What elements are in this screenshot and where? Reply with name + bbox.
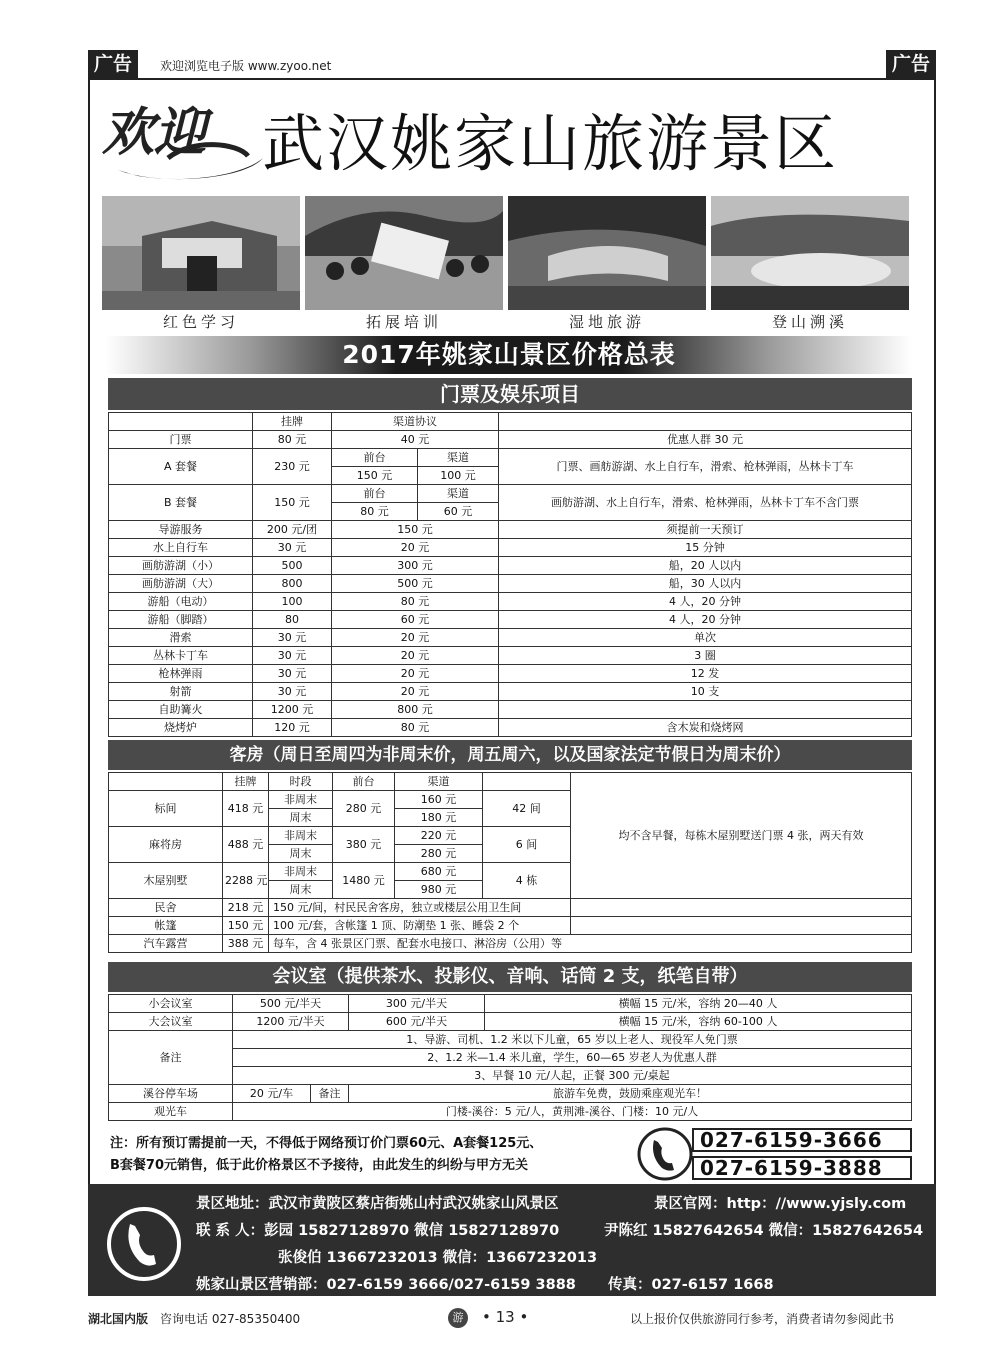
table-row: 射箭 30 元 20 元 10 支 <box>109 683 912 701</box>
table-row: 周末 280 元 <box>109 845 912 863</box>
tickets-table <box>108 412 912 737</box>
script-logo-text: 欢迎 <box>102 102 207 163</box>
photo-hiking <box>711 196 909 310</box>
photo-caption: 登山溯溪 <box>771 313 848 331</box>
table-row: B 套餐 150 元 前台 渠道 画舫游湖、水上自行车，滑索、枪林弹雨，丛林卡丁车不含门票 <box>109 485 912 503</box>
contact-fax: 传真：027-6157 1668 <box>608 1277 774 1293</box>
table-row: 挂牌 时段 前台 渠道 均不含早餐，每栋木屋别墅送门票 4 张，两天有效 <box>109 773 912 791</box>
table-row: 麻将房 488 元 非周末 380 元 220 元 6 间 <box>109 827 912 845</box>
photo-caption: 红色学习 <box>162 313 239 331</box>
table-row: 标间 418 元 非周末 280 元 160 元 42 间 <box>109 791 912 809</box>
welcome-text: 欢迎浏览电子版 www.zyoo.net <box>160 59 332 73</box>
table-row: 观光车 门楼-溪谷：5 元/人，黄荆滩-溪谷、门楼：10 元/人 <box>109 1103 912 1121</box>
table-row: 导游服务 200 元/团 150 元 须提前一天预订 <box>109 521 912 539</box>
table-row: 帐篷 150 元 100 元/套，含帐篷 1 顶、防潮垫 1 张、睡袋 2 个 <box>109 917 912 935</box>
table-row: 烧烤炉 120 元 80 元 含木炭和烧烤网 <box>109 719 912 737</box>
rooms-note: 均不含早餐，每栋木屋别墅送门票 4 张，两天有效 <box>571 773 912 899</box>
table-row: 周末 180 元 <box>109 809 912 827</box>
table-row: 小会议室 500 元/半天 300 元/半天 横幅 15 元/米，容纳 20—40 人 <box>109 995 912 1013</box>
contact-sales: 姚家山景区营销部：027-6159 3666/027-6159 3888 <box>196 1277 576 1293</box>
table-row: 画舫游湖（小） 500 300 元 船，20 人以内 <box>109 557 912 575</box>
ad-tag-left: 广告 <box>88 50 138 78</box>
section-heading-meeting: 会议室（提供茶水、投影仪、音响、话筒 2 支，纸笔自带） <box>108 962 912 992</box>
page-badge-icon: 游 <box>448 1308 468 1328</box>
page-number: • 13 • <box>482 1308 529 1326</box>
table-row: 溪谷停车场 20 元/车 备注 旅游车免费，鼓励乘座观光车！ <box>109 1085 912 1103</box>
footer-disclaimer: 以上报价仅供旅游同行参考，消费者请勿参阅此书 <box>630 1312 895 1326</box>
photo-caption: 拓展培训 <box>365 313 442 331</box>
table-row: 枪林弹雨 30 元 20 元 12 发 <box>109 665 912 683</box>
table-row: 自助篝火 1200 元 800 元 <box>109 701 912 719</box>
photo-training <box>305 196 503 310</box>
photo-red-study <box>102 196 300 310</box>
ad-tag-right: 广告 <box>886 50 936 78</box>
col-header: 渠道协议 <box>332 413 499 431</box>
table-row: 木屋别墅 2288 元 非周末 1480 元 680 元 4 栋 <box>109 863 912 881</box>
phone-icon <box>104 1204 184 1284</box>
table-row: 门票 80 元 40 元 优惠人群 30 元 <box>109 431 912 449</box>
rooms-table <box>108 772 912 953</box>
photo-wetland <box>508 196 706 310</box>
table-row: 3、早餐 10 元/人起，正餐 300 元/桌起 <box>109 1067 912 1085</box>
phone-number: 027-6159-3666 <box>692 1128 912 1152</box>
contact-website: 景区官网：http：//www.yjsly.com <box>654 1196 907 1212</box>
section-heading-tickets: 门票及娱乐项目 <box>108 378 912 410</box>
table-row: 150 元 100 元 <box>109 467 912 485</box>
table-row: 汽车露营 388 元 每车，含 4 张景区门票、配套水电接口、淋浴房（公用）等 <box>109 935 912 953</box>
phone-number: 027-6159-3888 <box>692 1156 912 1180</box>
table-row: A 套餐 230 元 前台 渠道 门票、画舫游湖、水上自行车，滑索、枪林弹雨，丛林卡丁车 <box>109 449 912 467</box>
notice-line-2: B套餐70元销售，低于此价格景区不予接待，由此发生的纠纷与甲方无关 <box>110 1158 528 1173</box>
section-heading-rooms: 客房（周日至周四为非周末价，周五周六，以及国家法定节假日为周末价） <box>108 740 912 770</box>
notice-line-1: 注：所有预订需提前一天，不得低于网络预订价门票60元、A套餐125元、 <box>110 1136 543 1151</box>
table-row: 大会议室 1200 元/半天 600 元/半天 横幅 15 元/米，容纳 60-100 人 <box>109 1013 912 1031</box>
contact-person-1: 联 系 人：彭园 15827128970 微信 15827128970 <box>196 1223 560 1239</box>
contact-person-3: 张俊伯 13667232013 微信：13667232013 <box>278 1250 598 1266</box>
contact-person-2: 尹陈红 15827642654 微信：15827642654 <box>604 1223 924 1239</box>
footer-edition: 湖北国内版 <box>88 1312 149 1326</box>
table-row: 80 元 60 元 <box>109 503 912 521</box>
table-row: 游船（电动） 100 80 元 4 人，20 分钟 <box>109 593 912 611</box>
page-title: 武汉姚家山旅游景区 <box>262 107 839 180</box>
footer-consult: 咨询电话 027-85350400 <box>160 1312 301 1326</box>
table-row: 滑索 30 元 20 元 单次 <box>109 629 912 647</box>
table-row: 周末 980 元 <box>109 881 912 899</box>
phone-box <box>636 1126 914 1182</box>
table-row: 丛林卡丁车 30 元 20 元 3 圈 <box>109 647 912 665</box>
photo-caption: 湿地旅游 <box>568 313 645 331</box>
brush-swoosh-icon <box>98 88 268 188</box>
contact-panel <box>88 1184 936 1296</box>
table-row: 画舫游湖（大） 800 500 元 船，30 人以内 <box>109 575 912 593</box>
table-row: 水上自行车 30 元 20 元 15 分钟 <box>109 539 912 557</box>
table-row <box>109 413 912 431</box>
table-row: 游船（脚踏） 80 60 元 4 人，20 分钟 <box>109 611 912 629</box>
script-logo <box>98 88 268 188</box>
meeting-table <box>108 994 912 1121</box>
price-banner <box>106 336 912 374</box>
table-row: 民舍 218 元 150 元/间，村民民舍客房，独立或楼层公用卫生间 <box>109 899 912 917</box>
price-banner-title: 2017年姚家山景区价格总表 <box>342 340 676 369</box>
col-header: 挂牌 <box>253 413 332 431</box>
phone-icon <box>636 1126 694 1182</box>
table-row: 备注 1、导游、司机、1.2 米以下儿童，65 岁以上老人、现役军人免门票 <box>109 1031 912 1049</box>
contact-address: 景区地址：武汉市黄陂区蔡店街姚山村武汉姚家山风景区 <box>196 1196 559 1212</box>
table-row: 2、1.2 米—1.4 米儿童，学生，60—65 岁老人为优惠人群 <box>109 1049 912 1067</box>
